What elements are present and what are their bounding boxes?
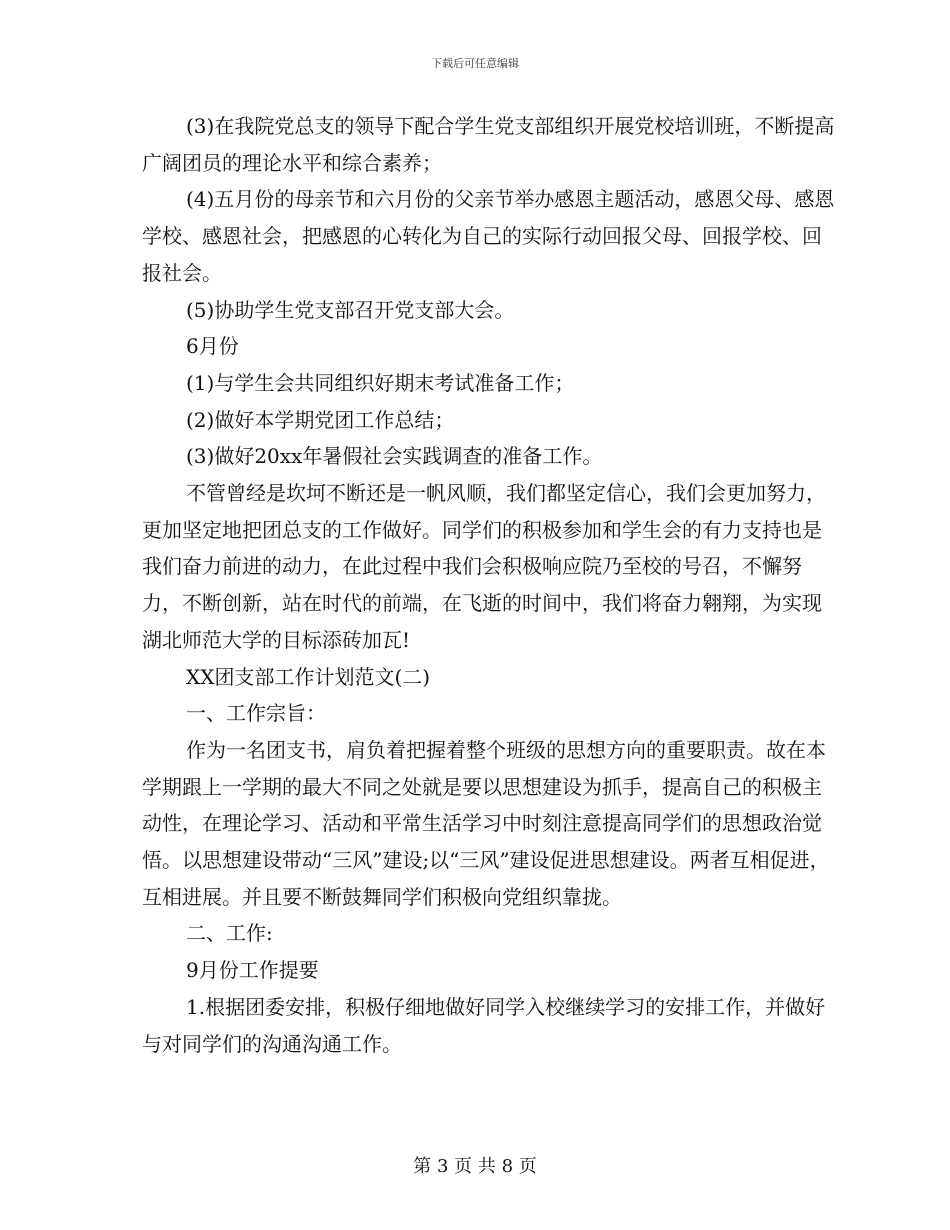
paragraph: 作为一名团支书，肩负着把握着整个班级的思想方向的重要职责。故在本学期跟上一学期的最大不同之处就是要以思想建设为抓手，提高自己的积极主动性，在理论学习、活动和平常生活学习中时刻注意提高同学们的思想政治觉悟。以思想建设带动“三风”建设;以“三风”建设促进思想建设。两者互相促进，互相进展。并且要不断鼓舞同学们积极向党组织靠拢。: [142, 737, 830, 909]
section-heading: 6月份: [186, 334, 239, 359]
paragraph: (3)做好20xx年暑假社会实践调查的准备工作。: [186, 444, 603, 469]
paragraph: 1.根据团委安排，积极仔细地做好同学入校继续学习的安排工作，并做好与对同学们的沟通沟通工作。: [142, 994, 826, 1056]
paragraph: (4)五月份的母亲节和六月份的父亲节举办感恩主题活动，感恩父母、感恩学校、感恩社会，把感恩的心转化为自己的实际行动回报父母、回报学校、回报社会。: [142, 187, 835, 285]
header-note: 下载后可任意编辑: [431, 57, 519, 70]
paragraph: (3)在我院党总支的领导下配合学生党支部组织开展党校培训班，不断提高广阔团员的理论水平和综合素养；: [142, 114, 835, 175]
document-subtitle: XX团支部工作计划范文(二): [186, 664, 431, 689]
section-heading: 9月份工作提要: [186, 958, 319, 983]
section-heading: 二、工作:: [186, 921, 273, 946]
page-number: 第 3 页 共 8 页: [413, 1156, 537, 1177]
paragraph: (1)与学生会共同组织好期末考试准备工作；: [186, 370, 575, 395]
paragraph: (2)做好本学期党团工作总结；: [186, 407, 455, 432]
paragraph: 不管曾经是坎坷不断还是一帆风顺，我们都坚定信心，我们会更加努力，更加坚定地把团总支的工作做好。同学们的积极参加和学生会的有力支持也是我们奋力前进的动力，在此过程中我们会积极响应院乃至校的号召，不懈努力，不断创新，站在时代的前端，在飞逝的时间中，我们将奋力翱翔，为实现湖北师范大学的目标添砖加瓦!: [142, 481, 826, 652]
section-heading: 一、工作宗旨：: [186, 701, 326, 726]
document-body: [142, 108, 837, 1062]
paragraph: (5)协助学生党支部召开党支部大会。: [186, 297, 515, 322]
